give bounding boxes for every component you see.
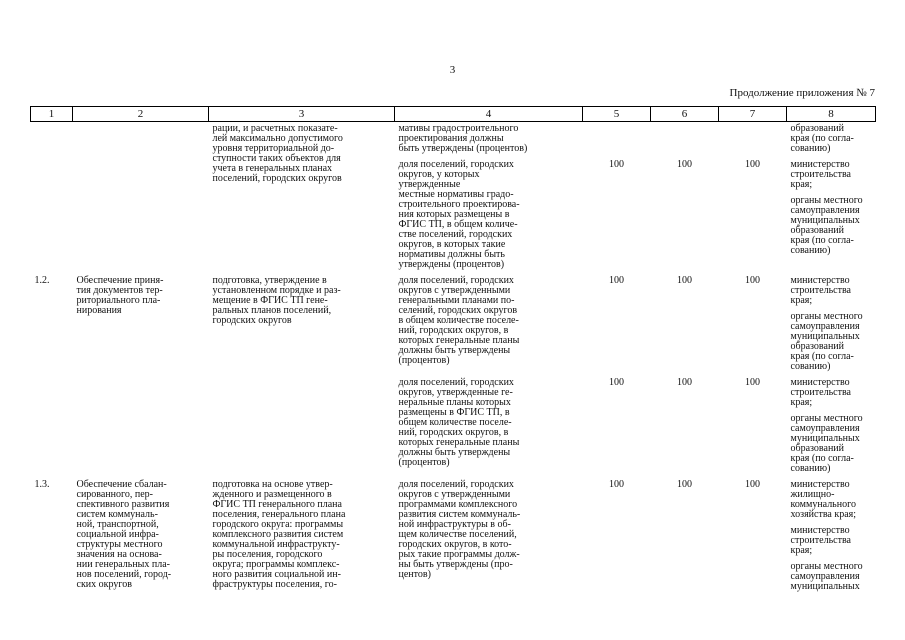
table-row (31, 478, 876, 596)
value-cell-col6: 100 (677, 479, 692, 490)
table-row (31, 122, 876, 159)
action-cell: рации, и расчетных показате- лей максимально допустимого уровня территориальной до- ступности таких объектов для учета в генеральных планах поселений, городских округов (212, 123, 343, 184)
page-number: 3 (449, 64, 456, 76)
action-cell: подготовка, утверждение в установленном порядке и раз- мещение в ФГИС ТП гене- ральных планов поселений, городских округов (212, 275, 341, 326)
row-number-cell: 1.3. (34, 479, 50, 490)
table-row (31, 274, 876, 376)
value-cell-col7: 100 (745, 159, 760, 170)
executor-entry: образований края (по согла- сованию) (790, 123, 854, 154)
value-cell-col5: 100 (609, 275, 624, 286)
executor-entry: органы местного самоуправления муниципальных (790, 561, 863, 592)
table-body (31, 122, 876, 597)
indicator-cell: доля поселений, городских округов, у которых утвержденные местные нормативы градо- строительного проектирова- ния которых размещены в ФГИС ТП, в общем количе- стве поселений, городских округов, в которых такие нормативы должны быть утверждены (процентов) (398, 159, 520, 270)
appendix-table (30, 106, 876, 596)
column-header: 6 (651, 107, 719, 122)
column-number-row (31, 107, 876, 122)
value-cell-col5: 100 (609, 159, 624, 170)
column-header: 1 (31, 107, 73, 122)
executor-entry: министерство строительства края; (790, 525, 851, 556)
value-cell-col5: 100 (609, 377, 624, 388)
value-cell-col6 (651, 122, 719, 159)
indicator-cell: мативы градостроительного проектирования должны быть утверждены (процентов) (398, 123, 528, 154)
indicator-cell: доля поселений, городских округов с утвержденными генеральными планами по- селений, городских округов в общем количестве поселе- ний, городских округов, в которых генеральные планы должны быть утверждены (процентов) (398, 275, 520, 366)
task-cell (73, 122, 209, 275)
executor-entry: органы местного самоуправления муниципальных образований края (по согла- сованию) (790, 311, 863, 372)
appendix-continuation-label: Продолжение приложения № 7 (729, 87, 875, 99)
value-cell-col6: 100 (677, 275, 692, 286)
executor-cell (787, 376, 876, 478)
column-header: 8 (787, 107, 876, 122)
value-cell-col7 (719, 122, 787, 159)
column-header: 2 (73, 107, 209, 122)
indicator-cell: доля поселений, городских округов с утвержденными программами комплексного развития систем коммуналь- ной инфраструктуры в об- щем количестве поселений, городских округов, в кото- рых такие программы долж- ны быть утверждены (про- центов) (398, 479, 521, 580)
value-cell-col7: 100 (745, 275, 760, 286)
executor-cell (787, 274, 876, 376)
executor-cell (787, 478, 876, 596)
row-number-cell: 1.2. (34, 275, 50, 286)
column-header: 3 (209, 107, 395, 122)
executor-cell (787, 122, 876, 159)
task-cell: Обеспечение приня- тия документов тер- риториального пла- нирования (76, 275, 164, 316)
task-cell: Обеспечение сбалан- сированного, пер- спективного развития систем коммуналь- ной, транспортной, социальной инфра- структуры местного значения на основа- нии генеральных пла- нов поселений, город- ских округов (76, 479, 172, 590)
column-header: 4 (395, 107, 583, 122)
value-cell-col7: 100 (745, 377, 760, 388)
executor-entry: министерство строительства края; (790, 377, 851, 408)
action-cell: подготовка на основе утвер- жденного и размещенного в ФГИС ТП генерального плана поселения, генерального плана городского округа: программы комплексного развития систем коммунальной инфраструкту- ры поселения, городского округа; программы комплекс- ного развития социальной ин- фраструктуры поселения, го- (212, 479, 346, 590)
column-header: 5 (583, 107, 651, 122)
value-cell-col6: 100 (677, 377, 692, 388)
value-cell-col7: 100 (745, 479, 760, 490)
row-number-cell (31, 122, 73, 275)
value-cell-col6: 100 (677, 159, 692, 170)
value-cell-col5: 100 (609, 479, 624, 490)
column-header: 7 (719, 107, 787, 122)
value-cell-col5 (583, 122, 651, 159)
executor-entry: министерство строительства края; (790, 159, 851, 190)
executor-entry: органы местного самоуправления муниципальных образований края (по согла- сованию) (790, 195, 863, 256)
indicator-cell: доля поселений, городских округов, утвержденные ге- неральные планы которых размещены в ФГИС ТП, в общем количестве поселе- ний, городских округов, в которых генеральные планы должны быть утверждены (процентов) (398, 377, 520, 468)
executor-cell (787, 158, 876, 274)
executor-entry: органы местного самоуправления муниципальных образований края (по согла- сованию) (790, 413, 863, 474)
executor-entry: министерство строительства края; (790, 275, 851, 306)
executor-entry: министерство жилищно- коммунального хозяйства края; (790, 479, 857, 520)
